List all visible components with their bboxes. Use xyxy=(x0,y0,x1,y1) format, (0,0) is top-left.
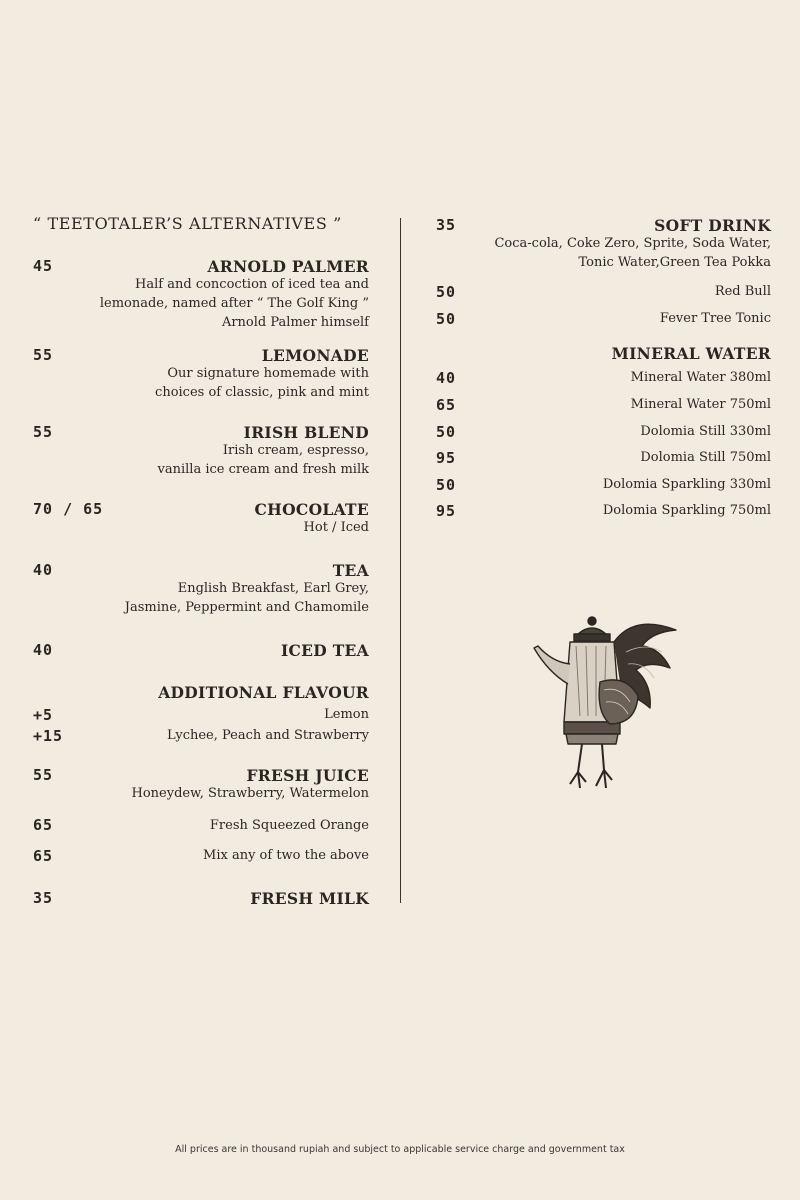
chocolate-name: CHOCOLATE xyxy=(254,500,369,519)
additional-flavour-item-price: +5 xyxy=(33,706,54,724)
column-divider xyxy=(400,218,401,903)
mineral-water-item-label: Dolomia Sparkling 750ml xyxy=(602,503,771,518)
fresh-juice-price: 55 xyxy=(33,766,54,784)
fresh-juice-item-label: Mix any of two the above xyxy=(203,848,369,863)
irish-blend-name: IRISH BLEND xyxy=(243,423,369,442)
additional-flavour-item-label: Lychee, Peach and Strawberry xyxy=(166,728,369,743)
tea-price: 40 xyxy=(33,561,54,579)
mineral-water-item-price: 40 xyxy=(436,369,457,387)
mineral-water-item-price: 65 xyxy=(436,396,457,414)
footer-note: All prices are in thousand rupiah and subject to applicable service charge and government tax xyxy=(175,1144,625,1155)
irish-blend-desc: Irish cream, espresso, vanilla ice cream and fresh milk xyxy=(157,443,369,477)
fresh-juice-item-price: 65 xyxy=(33,816,54,834)
mineral-water-item-label: Mineral Water 380ml xyxy=(630,370,771,385)
fresh-milk-name: FRESH MILK xyxy=(250,889,369,908)
mineral-water-item-label: Mineral Water 750ml xyxy=(630,397,771,412)
mineral-water-name: MINERAL WATER xyxy=(611,344,771,363)
soft-drink-desc: Coca-cola, Coke Zero, Sprite, Soda Water, Tonic Water,Green Tea Pokka xyxy=(494,236,771,270)
section-title: “ TEETOTALER’S ALTERNATIVES ” xyxy=(33,214,342,233)
fresh-juice-name: FRESH JUICE xyxy=(246,766,369,785)
arnold-palmer-desc: Half and concoction of iced tea and lemonade, named after “ The Golf King ” Arnold Palmer himself xyxy=(99,277,369,330)
iced-tea-price: 40 xyxy=(33,641,54,659)
soft-drink-item-label: Red Bull xyxy=(714,284,771,299)
mineral-water-item-label: Dolomia Still 750ml xyxy=(640,450,771,465)
arnold-palmer-price: 45 xyxy=(33,257,54,275)
soft-drink-price: 35 xyxy=(436,216,457,234)
mineral-water-item-price: 95 xyxy=(436,502,457,520)
additional-flavour-name: ADDITIONAL FLAVOUR xyxy=(158,683,369,702)
mineral-water-item-label: Dolomia Still 330ml xyxy=(640,424,771,439)
fresh-juice-desc: Honeydew, Strawberry, Watermelon xyxy=(131,786,369,801)
mineral-water-item-price: 95 xyxy=(436,449,457,467)
additional-flavour-item-price: +15 xyxy=(33,727,64,745)
tea-name: TEA xyxy=(332,561,369,580)
chocolate-price: 70 / 65 xyxy=(33,500,104,518)
fresh-juice-item-price: 65 xyxy=(33,847,54,865)
additional-flavour-item-label: Lemon xyxy=(324,707,369,722)
lemonade-desc: Our signature homemade with choices of classic, pink and mint xyxy=(155,366,369,400)
irish-blend-price: 55 xyxy=(33,423,54,441)
rooster-teapot-icon xyxy=(530,612,690,797)
mineral-water-item-price: 50 xyxy=(436,476,457,494)
iced-tea-name: ICED TEA xyxy=(280,641,369,660)
tea-desc: English Breakfast, Earl Grey, Jasmine, Peppermint and Chamomile xyxy=(124,581,369,615)
soft-drink-item-label: Fever Tree Tonic xyxy=(659,311,771,326)
soft-drink-name: SOFT DRINK xyxy=(654,216,771,235)
soft-drink-item-price: 50 xyxy=(436,283,457,301)
fresh-juice-item-label: Fresh Squeezed Orange xyxy=(209,818,369,833)
chocolate-desc: Hot / Iced xyxy=(303,520,369,535)
lemonade-price: 55 xyxy=(33,346,54,364)
arnold-palmer-name: ARNOLD PALMER xyxy=(207,257,369,276)
lemonade-name: LEMONADE xyxy=(261,346,369,365)
fresh-milk-price: 35 xyxy=(33,889,54,907)
mineral-water-item-label: Dolomia Sparkling 330ml xyxy=(602,477,771,492)
soft-drink-item-price: 50 xyxy=(436,310,457,328)
mineral-water-item-price: 50 xyxy=(436,423,457,441)
